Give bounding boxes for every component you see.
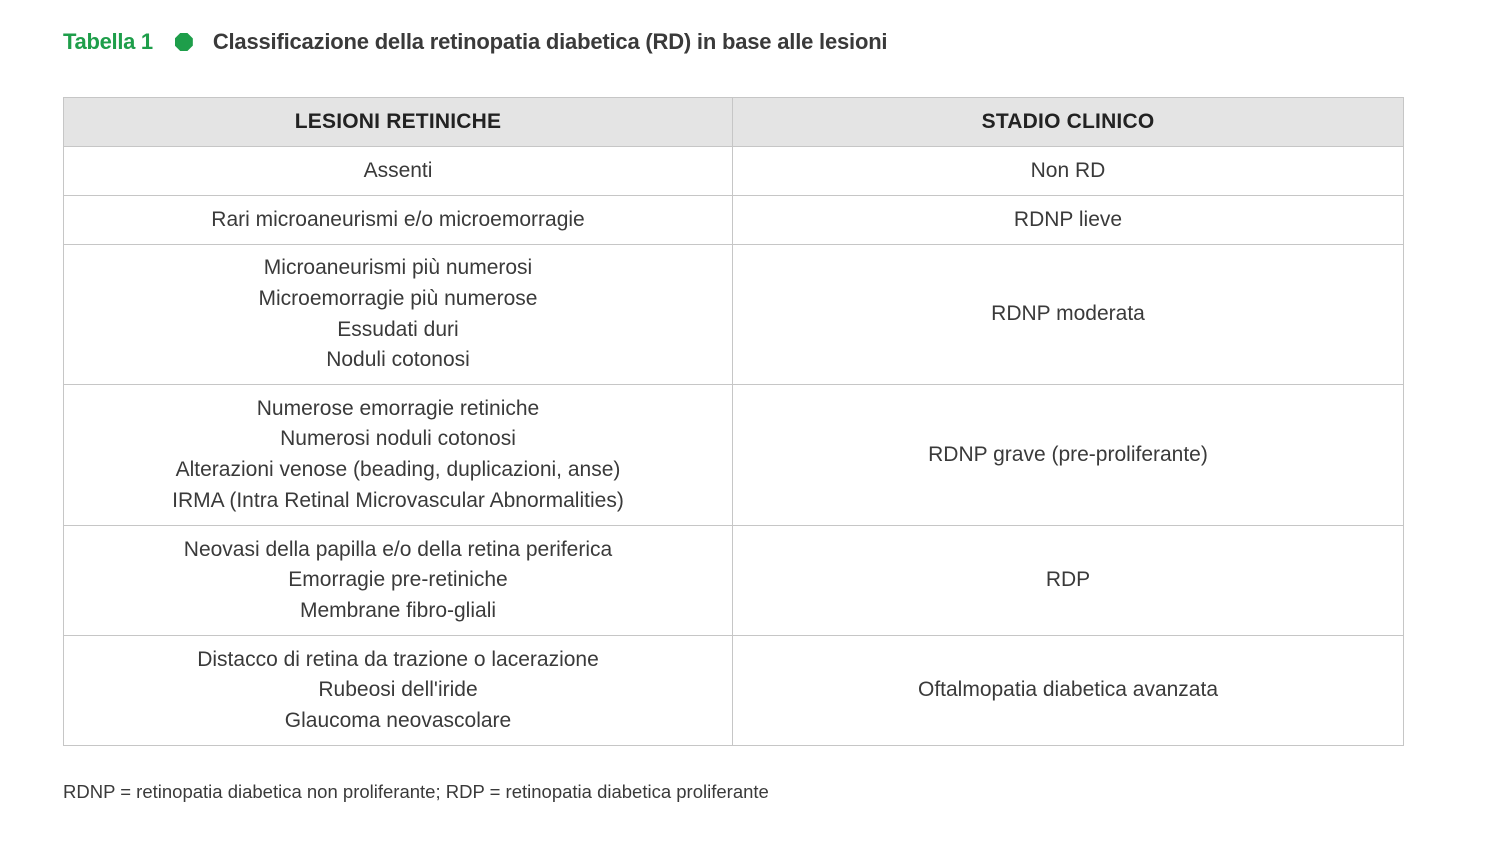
header-stage: STADIO CLINICO xyxy=(733,98,1404,147)
lesions-cell xyxy=(64,196,733,245)
classification-table xyxy=(63,97,1404,746)
lesion-line: Microemorragie più numerose xyxy=(258,286,538,310)
table-caption xyxy=(63,26,887,58)
lesions-cell xyxy=(64,526,733,636)
lesion-line: Numerose emorragie retiniche xyxy=(256,396,540,420)
lesion-line: Neovasi della papilla e/o della retina periferica xyxy=(183,537,613,561)
table-header-row xyxy=(64,98,1404,147)
lesion-line: Essudati duri xyxy=(337,317,459,341)
stage-cell: RDNP moderata xyxy=(733,245,1404,385)
octagon-bullet-icon xyxy=(175,33,193,51)
lesion-line: Emorragie pre-retiniche xyxy=(288,568,508,592)
table-footnote: RDNP = retinopatia diabetica non proliferante; RDP = retinopatia diabetica proliferante xyxy=(63,781,769,802)
table-row xyxy=(64,196,1404,245)
lesions-cell xyxy=(64,147,733,196)
lesion-line: Membrane fibro-gliali xyxy=(299,598,497,622)
stage-cell: Oftalmopatia diabetica avanzata xyxy=(733,636,1404,746)
lesion-line: Distacco di retina da trazione o lacerazione xyxy=(197,647,599,671)
stage-cell: RDNP grave (pre-proliferante) xyxy=(733,385,1404,526)
lesion-line: Numerosi noduli cotonosi xyxy=(280,427,516,451)
table-title: Classificazione della retinopatia diabetica (RD) in base alle lesioni xyxy=(212,29,888,54)
lesion-line: Rubeosi dell'iride xyxy=(318,678,478,702)
lesion-line: Assenti xyxy=(363,158,433,182)
lesions-cell xyxy=(64,245,733,385)
lesion-line: Microaneurismi più numerosi xyxy=(263,256,533,280)
lesion-line: IRMA (Intra Retinal Microvascular Abnormalities) xyxy=(172,488,624,512)
lesions-cell xyxy=(64,636,733,746)
lesion-line: Rari microaneurismi e/o microemorragie xyxy=(211,207,585,231)
lesion-line: Noduli cotonosi xyxy=(326,348,470,372)
table-row xyxy=(64,526,1404,636)
stage-cell: RDP xyxy=(733,526,1404,636)
lesion-line: Alterazioni venose (beading, duplicazioni, anse) xyxy=(175,458,621,481)
lesion-line: Glaucoma neovascolare xyxy=(284,708,512,732)
table-row xyxy=(64,147,1404,196)
table-number-label: Tabella 1 xyxy=(63,29,153,54)
lesions-cell xyxy=(64,385,733,526)
header-lesions: LESIONI RETINICHE xyxy=(64,98,733,147)
table-row xyxy=(64,385,1404,526)
table-row xyxy=(64,245,1404,385)
stage-cell: RDNP lieve xyxy=(733,196,1404,245)
table-row xyxy=(64,636,1404,746)
stage-cell: Non RD xyxy=(733,147,1404,196)
